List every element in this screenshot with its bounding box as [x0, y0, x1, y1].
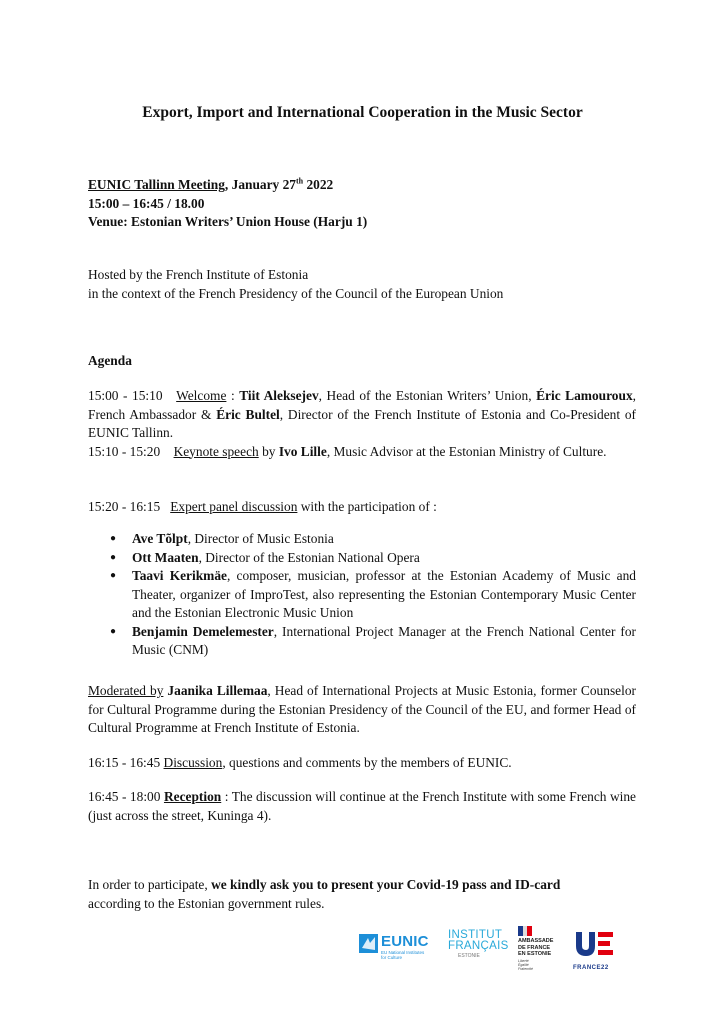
institut-sub: ESTONIE — [458, 953, 480, 959]
discussion-desc: , questions and comments by the members of EUNIC. — [222, 755, 512, 770]
france22-emblem-icon — [573, 929, 615, 959]
participant-item — [132, 549, 636, 568]
panel-intro: with the participation of : — [297, 499, 437, 514]
host-line-2: in the context of the French Presidency of the Council of the European Union — [88, 285, 504, 301]
institut-line-2: FRANÇAIS — [448, 940, 509, 952]
speaker-role: , French Ambassador & — [88, 388, 636, 422]
participant-item — [132, 530, 636, 549]
notice-line-1 — [88, 876, 636, 895]
notice-line-2: according to the Estonian government rules. — [88, 895, 325, 911]
ambassade-line-2: DE FRANCE — [518, 944, 551, 951]
panel-time: 15:20 - 16:15 — [88, 499, 161, 514]
welcome-time: 15:00 - 15:10 — [88, 388, 163, 403]
agenda-welcome-keynote — [88, 387, 636, 461]
notice-requirement: we kindly ask you to present your Covid-19 pass and ID-card — [211, 877, 561, 892]
moderator-name: Jaanika Lillemaa — [167, 683, 268, 698]
agenda-moderator — [88, 682, 636, 738]
meeting-time: 15:00 – 16:45 / 18.00 — [88, 195, 205, 211]
keynote-by: by — [258, 443, 279, 459]
moderator-desc: , Head of International Projects at Music Estonia, former Counselor for Cultural Programme during the Estonian Presidency of the Council of the EU, and former Head of Cultural Programme at French Institute of Estonia. — [88, 683, 636, 735]
institut-line-1: INSTITUT — [448, 929, 503, 941]
welcome-label: Welcome — [176, 388, 227, 403]
motto-2: Égalité — [518, 962, 529, 967]
france22-logo — [573, 929, 615, 969]
keynote-label: Keynote speech — [173, 443, 259, 459]
moderator-line — [88, 682, 636, 738]
participant-name: Ott Maaten — [132, 549, 199, 565]
eunic-subtitle — [381, 950, 424, 960]
reception-time: 16:45 - 18:00 — [88, 789, 161, 804]
eunic-logo — [359, 932, 439, 960]
speaker-role: , Director of the French Institute of Estonia and Co-President of EUNIC Tallinn. — [88, 406, 637, 440]
keynote-time: 15:10 - 15:20 — [88, 443, 161, 459]
agenda-keynote — [88, 443, 636, 462]
participant-name: Taavi Kerikmäe — [132, 568, 227, 583]
meeting-info — [88, 176, 636, 232]
reception-desc: : The discussion will continue at the French Institute with some French wine (just across the street, Kuninga 4). — [88, 789, 636, 823]
participant-list — [88, 530, 636, 660]
eunic-sub-line-1: EU National Institutes — [381, 950, 425, 955]
speaker-role: , Music Advisor at the Estonian Ministry of Culture. — [326, 443, 607, 459]
agenda-discussion — [88, 754, 636, 773]
participant-item — [132, 567, 636, 623]
meeting-year: 2022 — [303, 177, 334, 192]
agenda-welcome — [88, 387, 636, 443]
agenda-panel — [88, 498, 636, 517]
agenda-reception — [88, 788, 636, 825]
meeting-venue: Venue: Estonian Writers’ Union House (Harju 1) — [88, 214, 368, 229]
agenda-heading: Agenda — [88, 353, 132, 368]
participant-name: Ave Tõlpt — [132, 531, 188, 546]
ambassade-logo — [518, 926, 568, 976]
meeting-date: , January 27 — [224, 177, 296, 192]
participant-desc: , Director of Music Estonia — [187, 531, 334, 546]
meeting-name: EUNIC Tallinn Meeting — [88, 177, 225, 192]
discussion-line — [88, 754, 636, 773]
speaker-name: Tiit Aleksejev — [239, 388, 319, 403]
panel-label: Expert panel discussion — [170, 499, 298, 514]
ambassade-text — [518, 938, 568, 958]
notice-intro: In order to participate, — [88, 877, 212, 892]
meeting-date-line — [88, 176, 636, 195]
motto-1: Liberté — [518, 958, 529, 963]
ambassade-line-1: AMBASSADE — [518, 938, 554, 944]
host-line-1: Hosted by the French Institute of Estonia — [88, 267, 309, 282]
page-title: Export, Import and International Cooperation in the Music Sector — [142, 104, 583, 121]
speaker-name: Ivo Lille — [278, 443, 327, 459]
participation-notice — [88, 876, 636, 913]
participant-name: Benjamin Demelemester — [132, 623, 274, 639]
speaker-name: Éric Lamouroux — [536, 388, 633, 403]
france22-label: FRANCE22 — [573, 965, 609, 971]
discussion-time: 16:15 - 16:45 — [88, 755, 161, 770]
reception-line — [88, 788, 636, 825]
participant-desc: , International Project Manager at the French National Center for Music (CNM) — [132, 623, 636, 657]
speaker-role: , Head of the Estonian Writers’ Union, — [318, 388, 537, 403]
ambassade-motto — [518, 959, 568, 971]
ambassade-line-3: EN ESTONIE — [518, 951, 552, 957]
date-superscript: th — [295, 176, 304, 186]
host-info — [88, 266, 636, 303]
panel-line — [88, 498, 636, 517]
participant-item — [132, 623, 636, 660]
eunic-sub-line-2: for Culture — [381, 955, 403, 960]
speaker-name: Éric Bultel — [216, 406, 280, 422]
welcome-separator: : — [226, 388, 240, 403]
marianne-flag-icon — [518, 926, 532, 936]
institut-francais-logo — [448, 930, 508, 966]
moderator-label: Moderated by — [88, 683, 164, 698]
participant-desc: , Director of the Estonian National Opera — [198, 549, 420, 565]
discussion-label: Discussion — [163, 755, 223, 770]
reception-label: Reception — [163, 789, 222, 804]
motto-3: Fraternité — [518, 966, 533, 971]
participant-desc: , composer, musician, professor at the Estonian Academy of Music and Theater, organizer of ImproTest, also representing the Estonian Contemporary Music Center and the Estonian Electronic Music Union — [132, 568, 636, 620]
eunic-name: EUNIC — [381, 933, 429, 950]
